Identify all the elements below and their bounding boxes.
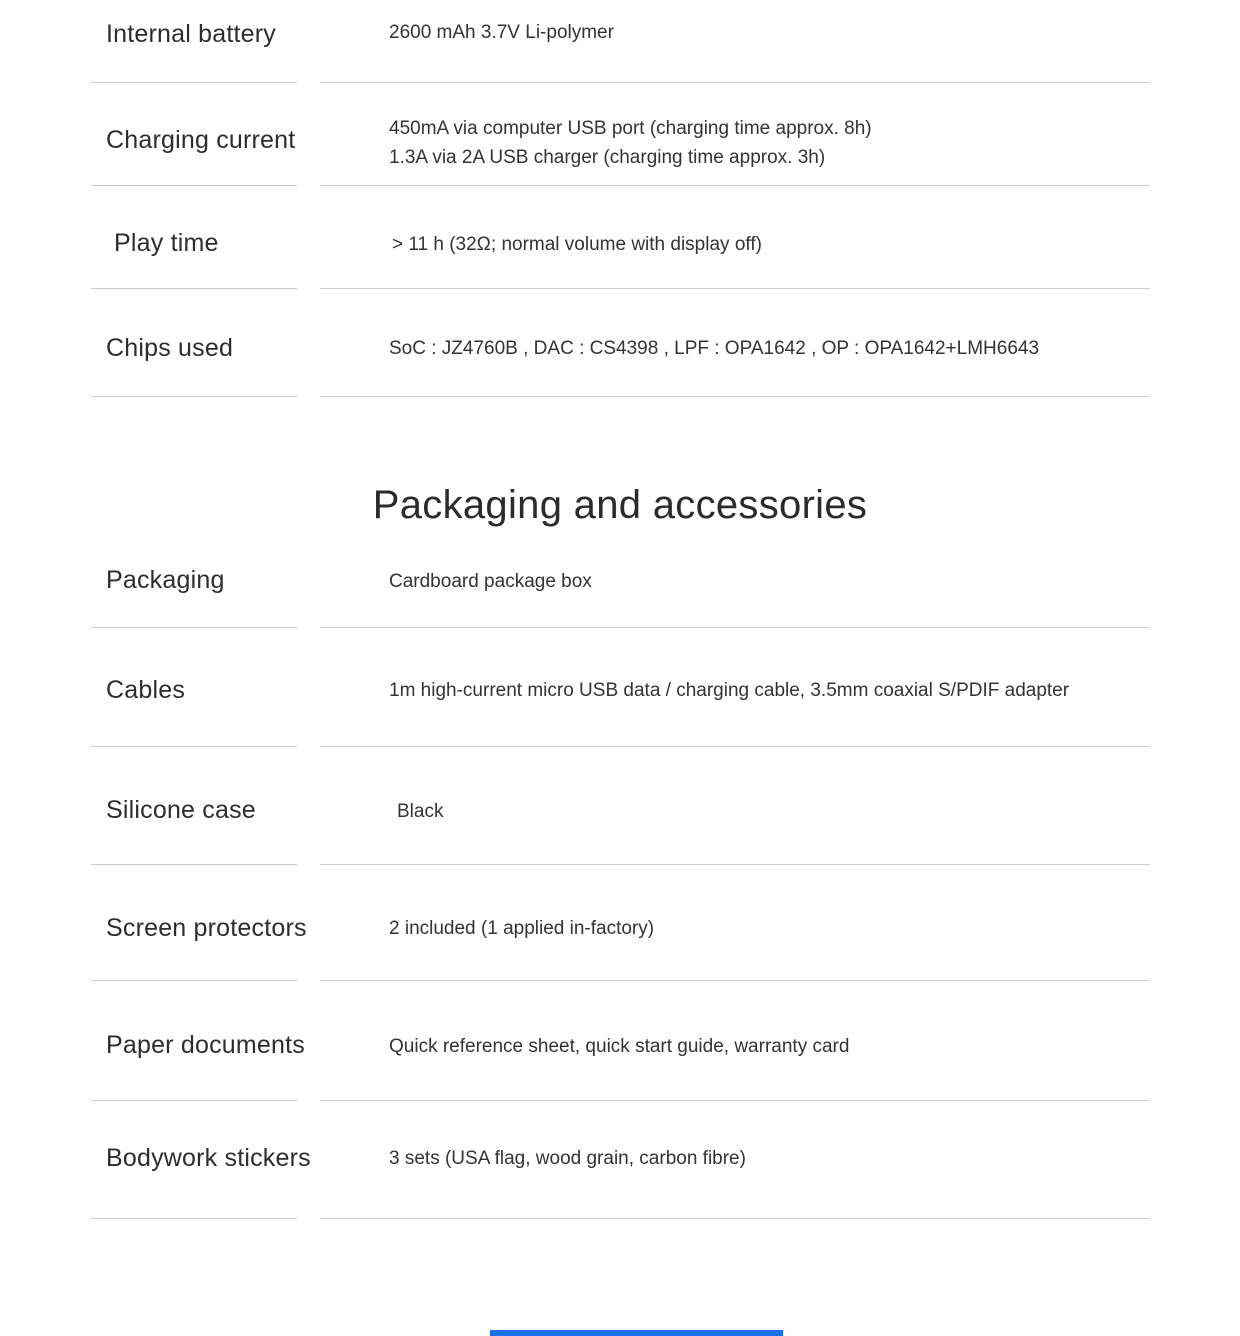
charging-current-line-2: 1.3A via 2A USB charger (charging time approx. 3h): [389, 147, 826, 168]
divider-left: [91, 746, 297, 747]
row-play-time-value: > 11 h (32Ω; normal volume with display off): [392, 234, 762, 255]
row-silicone-case-value: Black: [397, 801, 444, 822]
row-silicone-case-label: Silicone case: [106, 796, 256, 824]
row-screen-protectors-label: Screen protectors: [106, 914, 307, 942]
divider-left: [91, 1218, 297, 1219]
divider-right: [320, 396, 1150, 397]
divider-left: [91, 288, 297, 289]
divider-right: [320, 82, 1150, 83]
row-paper-documents-label: Paper documents: [106, 1031, 305, 1059]
row-play-time-label: Play time: [114, 229, 219, 257]
row-chips-used-value: SoC : JZ4760B , DAC : CS4398 , LPF : OPA1642 , OP : OPA1642+LMH6643: [389, 338, 1040, 359]
divider-left: [91, 1100, 297, 1101]
row-charging-current-label: Charging current: [106, 126, 296, 154]
divider-right: [320, 1100, 1150, 1101]
divider-left: [91, 980, 297, 981]
row-cables-value: 1m high-current micro USB data / charging cable, 3.5mm coaxial S/PDIF adapter: [389, 680, 1070, 701]
divider-left: [91, 185, 297, 186]
row-packaging-value: Cardboard package box: [389, 571, 592, 592]
charging-current-line-1: 450mA via computer USB port (charging time approx. 8h): [389, 118, 872, 139]
row-chips-used-label: Chips used: [106, 334, 234, 362]
divider-left: [91, 864, 297, 865]
divider-right: [320, 1218, 1150, 1219]
divider-right: [320, 185, 1150, 186]
divider-left: [91, 82, 297, 83]
divider-right: [320, 864, 1150, 865]
row-internal-battery-label: Internal battery: [106, 20, 276, 48]
divider-right: [320, 288, 1150, 289]
divider-left: [91, 396, 297, 397]
row-bodywork-stickers-value: 3 sets (USA flag, wood grain, carbon fibre): [389, 1148, 746, 1169]
row-cables-label: Cables: [106, 676, 186, 704]
divider-right: [320, 746, 1150, 747]
bottom-accent-bar: [490, 1330, 783, 1336]
divider-right: [320, 627, 1150, 628]
divider-right: [320, 980, 1150, 981]
row-screen-protectors-value: 2 included (1 applied in-factory): [389, 918, 655, 939]
row-internal-battery-value: 2600 mAh 3.7V Li-polymer: [389, 22, 614, 43]
divider-left: [91, 627, 297, 628]
row-paper-documents-value: Quick reference sheet, quick start guide, warranty card: [389, 1036, 850, 1057]
row-charging-current-value: [389, 114, 872, 172]
section-heading-packaging-and-accessories: Packaging and accessories: [372, 483, 868, 527]
row-bodywork-stickers-label: Bodywork stickers: [106, 1144, 311, 1172]
row-packaging-label: Packaging: [106, 566, 225, 594]
